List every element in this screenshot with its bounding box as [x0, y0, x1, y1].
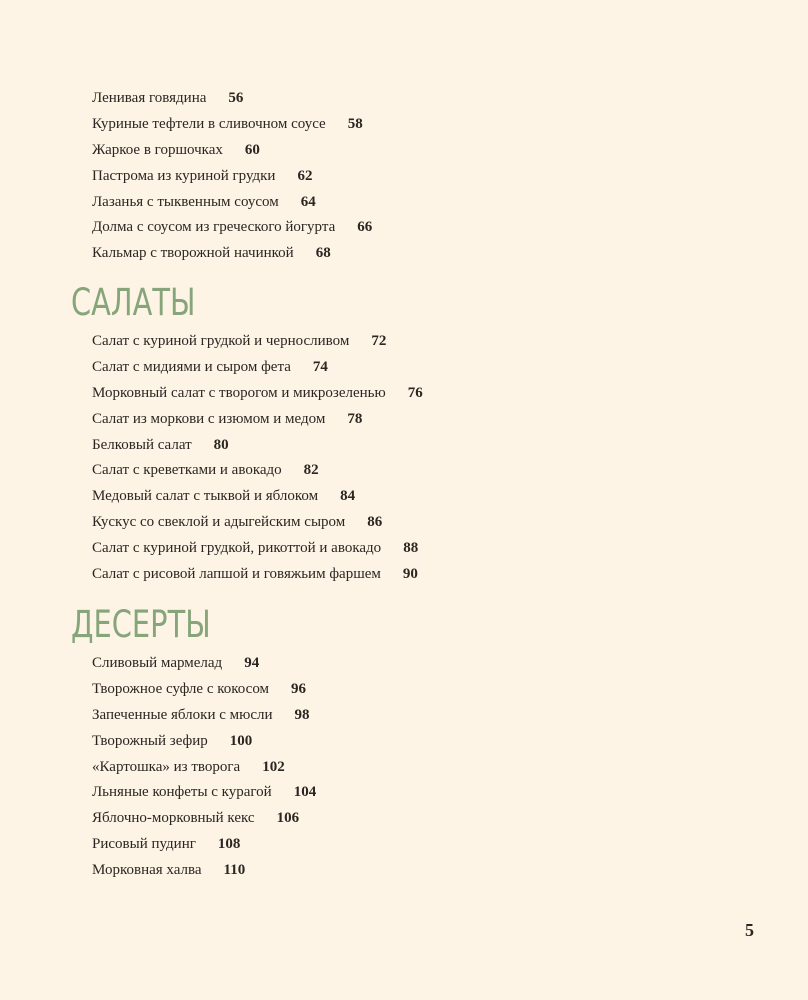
- toc-entry[interactable]: [92, 755, 316, 781]
- toc-entry-title: Яблочно-морковный кекс: [92, 810, 255, 827]
- toc-entry-page-number: 96: [291, 680, 307, 697]
- toc-entry-page-number: 108: [217, 836, 241, 853]
- toc-entry[interactable]: [92, 806, 316, 832]
- toc-entry[interactable]: [92, 241, 372, 267]
- toc-entry[interactable]: [92, 729, 316, 755]
- toc-entry-page-number: 72: [371, 333, 387, 349]
- toc-entry[interactable]: [92, 677, 316, 703]
- toc-entry-title: Салат с мидиями и сыром фета: [92, 358, 291, 375]
- toc-entry-page-number: 106: [276, 810, 300, 827]
- toc-entry-page-number: 84: [340, 488, 356, 505]
- toc-entry[interactable]: [92, 215, 372, 241]
- toc-entry-page-number: 110: [223, 862, 246, 879]
- toc-entry-page-number: 98: [294, 706, 310, 723]
- toc-entry-page-number: 100: [229, 732, 253, 749]
- toc-entry-page-number: 66: [357, 219, 373, 236]
- toc-entry-title: Творожное суфле с кокосом: [92, 680, 270, 697]
- toc-entry-page-number: 62: [297, 167, 313, 184]
- toc-entry-title: Куриные тефтели в сливочном соусе: [92, 115, 326, 132]
- toc-entry-page-number: 74: [312, 358, 328, 375]
- toc-entry-title: Салат из моркови с изюмом и медом: [92, 410, 326, 427]
- toc-entry-title: Жаркое в горшочках: [92, 141, 223, 158]
- toc-entry-title: Салат с куриной грудкой, рикоттой и авокадо: [92, 540, 382, 557]
- toc-entry-page-number: 78: [347, 410, 363, 427]
- toc-entry[interactable]: [92, 458, 423, 484]
- toc-entry-page-number: 68: [315, 245, 331, 262]
- toc-entry-title: Салат с рисовой лапшой и говяжьим фаршем: [92, 566, 381, 583]
- toc-entry-title: Творожный зефир: [92, 732, 208, 749]
- toc-entry-page-number: 90: [402, 566, 418, 583]
- toc-entry-title: Медовый салат с тыквой и яблоком: [92, 488, 319, 505]
- toc-entry[interactable]: [92, 703, 316, 729]
- toc-entry-page-number: 80: [213, 436, 229, 453]
- toc-entry-title: Рисовый пудинг: [92, 836, 196, 853]
- page-number: 5: [745, 920, 754, 940]
- toc-entry-title: Запеченные яблоки с мюсли: [92, 706, 273, 723]
- toc-entry-page-number: 94: [244, 655, 260, 671]
- toc-entry[interactable]: [92, 329, 423, 355]
- toc-entry-page-number: 76: [407, 384, 423, 401]
- toc-entry[interactable]: [92, 651, 316, 677]
- section-heading-salads: САЛАТЫ: [71, 281, 196, 324]
- toc-entry-title: Белковый салат: [92, 436, 192, 453]
- toc-entry[interactable]: [92, 780, 316, 806]
- toc-entry-page-number: 82: [303, 462, 319, 479]
- section-heading-desserts: ДЕСЕРТЫ: [71, 603, 211, 646]
- toc-entry-title: Сливовый мармелад: [92, 655, 223, 671]
- toc-entry-page-number: 58: [347, 115, 363, 132]
- toc-entry[interactable]: [92, 484, 423, 510]
- toc-entry[interactable]: [92, 510, 423, 536]
- toc-entry-page-number: 86: [367, 514, 383, 531]
- toc-entry[interactable]: [92, 433, 423, 459]
- toc-entry-title: Кальмар с творожной начинкой: [92, 245, 294, 262]
- toc-entry-page-number: 64: [300, 193, 316, 210]
- toc-entry-page-number: 104: [293, 784, 317, 801]
- toc-entry-title: Пастрома из куриной грудки: [92, 167, 276, 184]
- toc-entry-title: Салат с куриной грудкой и черносливом: [92, 333, 350, 349]
- toc-entry-page-number: 102: [262, 758, 285, 775]
- toc-entry[interactable]: [92, 536, 423, 562]
- toc-entry-title: Ленивая говядина: [92, 90, 207, 106]
- toc-entry-title: Долма с соусом из греческого йогурта: [92, 219, 336, 236]
- toc-entry[interactable]: [92, 407, 423, 433]
- toc-entry-page-number: 60: [244, 141, 260, 158]
- toc-entry-title: Льняные конфеты с курагой: [92, 784, 272, 801]
- toc-entry-title: Лазанья с тыквенным соусом: [92, 193, 279, 210]
- toc-entry[interactable]: [92, 858, 316, 884]
- toc-entry-page-number: 56: [228, 90, 244, 106]
- toc-entry-title: Кускус со свеклой и адыгейским сыром: [92, 514, 346, 531]
- toc-entry-page-number: 88: [403, 540, 419, 557]
- toc-entry-title: Морковный салат с творогом и микрозеленью: [92, 384, 386, 401]
- toc-entry-title: «Картошка» из творога: [92, 758, 241, 775]
- toc-entry[interactable]: [92, 190, 372, 216]
- toc-entry[interactable]: [92, 381, 423, 407]
- toc-entry[interactable]: [92, 832, 316, 858]
- toc-entry[interactable]: [92, 112, 372, 138]
- toc-entry-title: Салат с креветками и авокадо: [92, 462, 282, 479]
- toc-entry[interactable]: [92, 562, 423, 588]
- toc-list-main-dishes: [92, 86, 372, 267]
- toc-list-desserts: [92, 651, 316, 884]
- toc-entry[interactable]: [92, 164, 372, 190]
- toc-list-salads: [92, 329, 423, 588]
- toc-entry[interactable]: [92, 138, 372, 164]
- toc-entry-title: Морковная халва: [92, 862, 202, 879]
- toc-entry[interactable]: [92, 355, 423, 381]
- toc-entry[interactable]: [92, 86, 372, 112]
